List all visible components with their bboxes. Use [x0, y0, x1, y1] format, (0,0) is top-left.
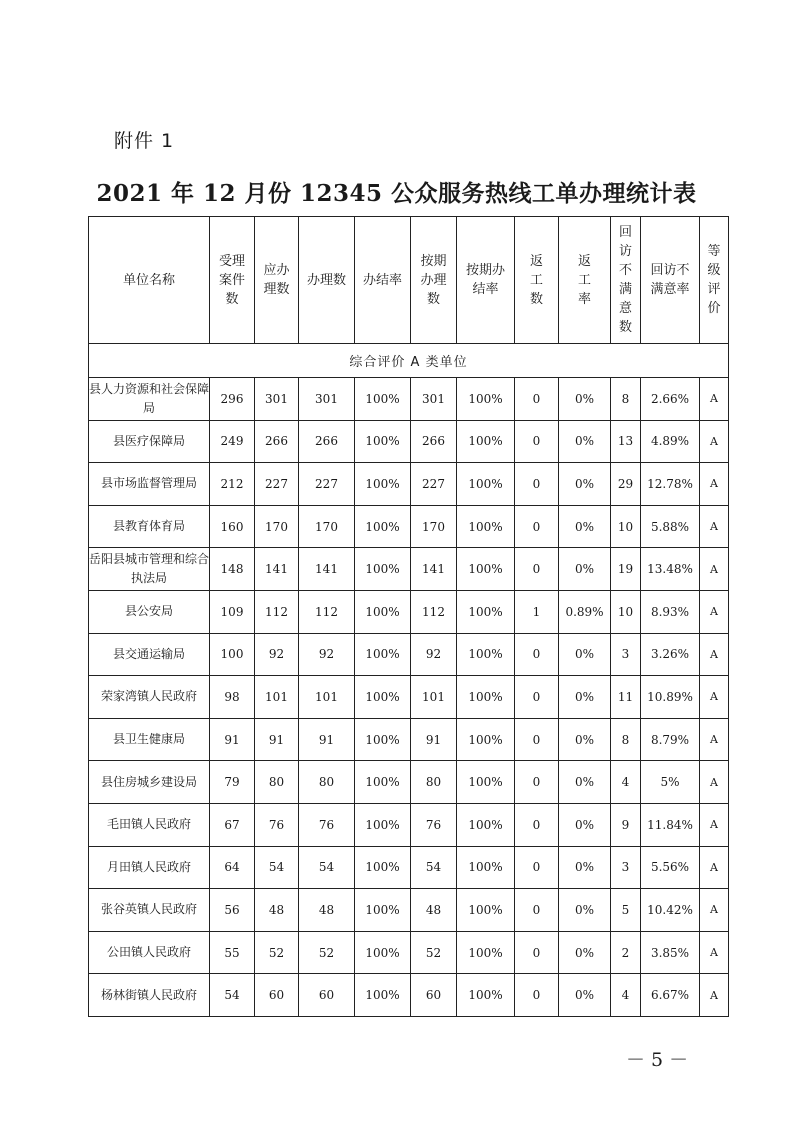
cell-dissatisfied-rate: 5.56%: [641, 846, 700, 889]
cell-rework: 0: [515, 676, 559, 719]
col-completion-rate: 办结率: [355, 217, 411, 344]
page-title: 2021 年 12 月份 12345 公众服务热线工单办理统计表: [96, 180, 697, 207]
cell-ontime: 101: [411, 676, 457, 719]
table-row: [89, 463, 729, 506]
cell-rework: 0: [515, 931, 559, 974]
cell-dissatisfied-rate: 8.93%: [641, 590, 700, 633]
cell-ontime-rate: 100%: [457, 633, 515, 676]
cell-completion-rate: 100%: [355, 548, 411, 591]
cell-due: 301: [255, 378, 299, 421]
cell-ontime: 60: [411, 974, 457, 1017]
cell-dissatisfied-rate: 3.85%: [641, 931, 700, 974]
cell-completion-rate: 100%: [355, 590, 411, 633]
table-row: [89, 846, 729, 889]
col-grade: 等级评价: [700, 217, 729, 344]
cell-received: 249: [210, 420, 255, 463]
table-row: [89, 718, 729, 761]
cell-grade: A: [700, 590, 729, 633]
cell-due: 112: [255, 590, 299, 633]
table-row: [89, 974, 729, 1017]
data-rows: [89, 378, 729, 1017]
cell-dissatisfied-rate: 4.89%: [641, 420, 700, 463]
cell-grade: A: [700, 505, 729, 548]
table-row: [89, 420, 729, 463]
cell-unit-name: 荣家湾镇人民政府: [89, 676, 210, 719]
cell-grade: A: [700, 420, 729, 463]
table-row: [89, 931, 729, 974]
cell-unit-name: 县公安局: [89, 590, 210, 633]
cell-ontime: 301: [411, 378, 457, 421]
cell-completion-rate: 100%: [355, 505, 411, 548]
cell-grade: A: [700, 463, 729, 506]
cell-handled: 48: [299, 889, 355, 932]
cell-dissatisfied-rate: 6.67%: [641, 974, 700, 1017]
cell-dissatisfied: 2: [611, 931, 641, 974]
cell-grade: A: [700, 633, 729, 676]
cell-rework-rate: 0%: [559, 548, 611, 591]
cell-dissatisfied-rate: 8.79%: [641, 718, 700, 761]
cell-ontime: 48: [411, 889, 457, 932]
cell-completion-rate: 100%: [355, 889, 411, 932]
cell-handled: 227: [299, 463, 355, 506]
cell-due: 227: [255, 463, 299, 506]
cell-received: 79: [210, 761, 255, 804]
cell-ontime-rate: 100%: [457, 889, 515, 932]
cell-handled: 92: [299, 633, 355, 676]
cell-handled: 112: [299, 590, 355, 633]
table-row: [89, 378, 729, 421]
cell-received: 56: [210, 889, 255, 932]
cell-received: 67: [210, 803, 255, 846]
col-rework-rate: 返工率: [559, 217, 611, 344]
cell-completion-rate: 100%: [355, 974, 411, 1017]
cell-dissatisfied: 8: [611, 718, 641, 761]
cell-due: 266: [255, 420, 299, 463]
cell-ontime-rate: 100%: [457, 931, 515, 974]
cell-dissatisfied: 13: [611, 420, 641, 463]
section-row: [89, 344, 729, 378]
cell-rework: 0: [515, 803, 559, 846]
cell-rework-rate: 0%: [559, 889, 611, 932]
cell-ontime-rate: 100%: [457, 974, 515, 1017]
cell-handled: 101: [299, 676, 355, 719]
cell-dissatisfied-rate: 11.84%: [641, 803, 700, 846]
cell-completion-rate: 100%: [355, 846, 411, 889]
table-row: [89, 889, 729, 932]
cell-due: 80: [255, 761, 299, 804]
cell-rework: 0: [515, 718, 559, 761]
cell-ontime: 92: [411, 633, 457, 676]
cell-rework-rate: 0%: [559, 718, 611, 761]
section-label: 综合评价 A 类单位: [89, 344, 729, 378]
cell-grade: A: [700, 548, 729, 591]
cell-ontime-rate: 100%: [457, 548, 515, 591]
cell-due: 52: [255, 931, 299, 974]
cell-dissatisfied-rate: 3.26%: [641, 633, 700, 676]
cell-grade: A: [700, 761, 729, 804]
cell-ontime: 91: [411, 718, 457, 761]
cell-completion-rate: 100%: [355, 676, 411, 719]
cell-dissatisfied: 3: [611, 633, 641, 676]
cell-dissatisfied-rate: 5.88%: [641, 505, 700, 548]
cell-unit-name: 县教育体育局: [89, 505, 210, 548]
cell-ontime-rate: 100%: [457, 463, 515, 506]
cell-unit-name: 毛田镇人民政府: [89, 803, 210, 846]
col-dissatisfied-rate: 回访不满意率: [641, 217, 700, 344]
cell-due: 141: [255, 548, 299, 591]
cell-ontime: 170: [411, 505, 457, 548]
statistics-table: [88, 216, 729, 1017]
cell-received: 100: [210, 633, 255, 676]
cell-unit-name: 公田镇人民政府: [89, 931, 210, 974]
cell-dissatisfied: 4: [611, 974, 641, 1017]
cell-rework: 0: [515, 420, 559, 463]
cell-unit-name: 县医疗保障局: [89, 420, 210, 463]
cell-ontime: 76: [411, 803, 457, 846]
cell-handled: 80: [299, 761, 355, 804]
col-dissatisfied: 回访不满意数: [611, 217, 641, 344]
col-unit-name: 单位名称: [89, 217, 210, 344]
cell-dissatisfied-rate: 2.66%: [641, 378, 700, 421]
table-row: [89, 803, 729, 846]
cell-dissatisfied: 5: [611, 889, 641, 932]
cell-unit-name: 县卫生健康局: [89, 718, 210, 761]
cell-dissatisfied: 29: [611, 463, 641, 506]
cell-received: 64: [210, 846, 255, 889]
cell-rework: 0: [515, 505, 559, 548]
cell-rework: 0: [515, 974, 559, 1017]
cell-completion-rate: 100%: [355, 931, 411, 974]
cell-unit-name: 张谷英镇人民政府: [89, 889, 210, 932]
cell-completion-rate: 100%: [355, 633, 411, 676]
cell-handled: 54: [299, 846, 355, 889]
table-row: [89, 633, 729, 676]
cell-grade: A: [700, 846, 729, 889]
cell-completion-rate: 100%: [355, 378, 411, 421]
cell-dissatisfied: 8: [611, 378, 641, 421]
cell-ontime-rate: 100%: [457, 676, 515, 719]
cell-ontime-rate: 100%: [457, 846, 515, 889]
cell-received: 109: [210, 590, 255, 633]
cell-received: 212: [210, 463, 255, 506]
cell-completion-rate: 100%: [355, 420, 411, 463]
cell-unit-name: 县市场监督管理局: [89, 463, 210, 506]
cell-grade: A: [700, 378, 729, 421]
col-received: 受理案件数: [210, 217, 255, 344]
header-row: [89, 217, 729, 344]
cell-rework-rate: 0%: [559, 676, 611, 719]
cell-unit-name: 县交通运输局: [89, 633, 210, 676]
cell-ontime: 112: [411, 590, 457, 633]
cell-handled: 141: [299, 548, 355, 591]
cell-ontime-rate: 100%: [457, 761, 515, 804]
cell-grade: A: [700, 718, 729, 761]
cell-handled: 76: [299, 803, 355, 846]
cell-ontime-rate: 100%: [457, 718, 515, 761]
cell-rework-rate: 0%: [559, 974, 611, 1017]
cell-dissatisfied: 4: [611, 761, 641, 804]
cell-ontime: 141: [411, 548, 457, 591]
table-row: [89, 505, 729, 548]
cell-completion-rate: 100%: [355, 761, 411, 804]
cell-grade: A: [700, 974, 729, 1017]
cell-dissatisfied-rate: 10.89%: [641, 676, 700, 719]
cell-dissatisfied-rate: 12.78%: [641, 463, 700, 506]
table-row: [89, 590, 729, 633]
cell-handled: 266: [299, 420, 355, 463]
cell-ontime-rate: 100%: [457, 590, 515, 633]
cell-rework: 0: [515, 463, 559, 506]
cell-received: 98: [210, 676, 255, 719]
cell-unit-name: 县人力资源和社会保障局: [89, 378, 210, 421]
cell-due: 54: [255, 846, 299, 889]
col-ontime: 按期办理数: [411, 217, 457, 344]
cell-handled: 52: [299, 931, 355, 974]
cell-rework-rate: 0%: [559, 463, 611, 506]
cell-ontime-rate: 100%: [457, 378, 515, 421]
cell-ontime: 54: [411, 846, 457, 889]
cell-rework: 0: [515, 378, 559, 421]
table-row: [89, 761, 729, 804]
cell-ontime: 227: [411, 463, 457, 506]
cell-rework-rate: 0%: [559, 846, 611, 889]
cell-ontime: 266: [411, 420, 457, 463]
cell-dissatisfied-rate: 10.42%: [641, 889, 700, 932]
cell-received: 160: [210, 505, 255, 548]
cell-rework-rate: 0%: [559, 761, 611, 804]
cell-handled: 301: [299, 378, 355, 421]
cell-completion-rate: 100%: [355, 718, 411, 761]
cell-due: 170: [255, 505, 299, 548]
cell-due: 60: [255, 974, 299, 1017]
cell-grade: A: [700, 676, 729, 719]
cell-ontime: 52: [411, 931, 457, 974]
cell-rework-rate: 0%: [559, 505, 611, 548]
cell-ontime-rate: 100%: [457, 420, 515, 463]
cell-unit-name: 县住房城乡建设局: [89, 761, 210, 804]
col-rework: 返工数: [515, 217, 559, 344]
cell-dissatisfied: 10: [611, 590, 641, 633]
cell-dissatisfied: 9: [611, 803, 641, 846]
cell-ontime: 80: [411, 761, 457, 804]
cell-dissatisfied: 11: [611, 676, 641, 719]
cell-dissatisfied: 3: [611, 846, 641, 889]
cell-grade: A: [700, 803, 729, 846]
cell-grade: A: [700, 889, 729, 932]
cell-received: 55: [210, 931, 255, 974]
cell-rework-rate: 0%: [559, 420, 611, 463]
cell-rework-rate: 0%: [559, 378, 611, 421]
cell-rework: 1: [515, 590, 559, 633]
table-row: [89, 548, 729, 591]
cell-due: 48: [255, 889, 299, 932]
col-handled: 办理数: [299, 217, 355, 344]
cell-dissatisfied: 19: [611, 548, 641, 591]
cell-handled: 60: [299, 974, 355, 1017]
cell-handled: 91: [299, 718, 355, 761]
cell-completion-rate: 100%: [355, 463, 411, 506]
annex-label: 附件 1: [114, 130, 175, 152]
table-row: [89, 676, 729, 719]
cell-ontime-rate: 100%: [457, 505, 515, 548]
cell-grade: A: [700, 931, 729, 974]
cell-rework-rate: 0%: [559, 803, 611, 846]
cell-due: 91: [255, 718, 299, 761]
cell-rework: 0: [515, 761, 559, 804]
cell-due: 76: [255, 803, 299, 846]
cell-rework: 0: [515, 633, 559, 676]
cell-unit-name: 杨林街镇人民政府: [89, 974, 210, 1017]
cell-handled: 170: [299, 505, 355, 548]
cell-rework: 0: [515, 846, 559, 889]
cell-unit-name: 月田镇人民政府: [89, 846, 210, 889]
cell-rework-rate: 0%: [559, 931, 611, 974]
cell-rework: 0: [515, 889, 559, 932]
cell-dissatisfied-rate: 13.48%: [641, 548, 700, 591]
cell-dissatisfied: 10: [611, 505, 641, 548]
cell-received: 91: [210, 718, 255, 761]
cell-dissatisfied-rate: 5%: [641, 761, 700, 804]
cell-rework-rate: 0.89%: [559, 590, 611, 633]
cell-completion-rate: 100%: [355, 803, 411, 846]
cell-unit-name: 岳阳县城市管理和综合执法局: [89, 548, 210, 591]
cell-received: 296: [210, 378, 255, 421]
cell-rework-rate: 0%: [559, 633, 611, 676]
cell-received: 54: [210, 974, 255, 1017]
cell-received: 148: [210, 548, 255, 591]
cell-due: 92: [255, 633, 299, 676]
cell-ontime-rate: 100%: [457, 803, 515, 846]
col-due: 应办理数: [255, 217, 299, 344]
col-ontime-rate: 按期办结率: [457, 217, 515, 344]
cell-rework: 0: [515, 548, 559, 591]
cell-due: 101: [255, 676, 299, 719]
